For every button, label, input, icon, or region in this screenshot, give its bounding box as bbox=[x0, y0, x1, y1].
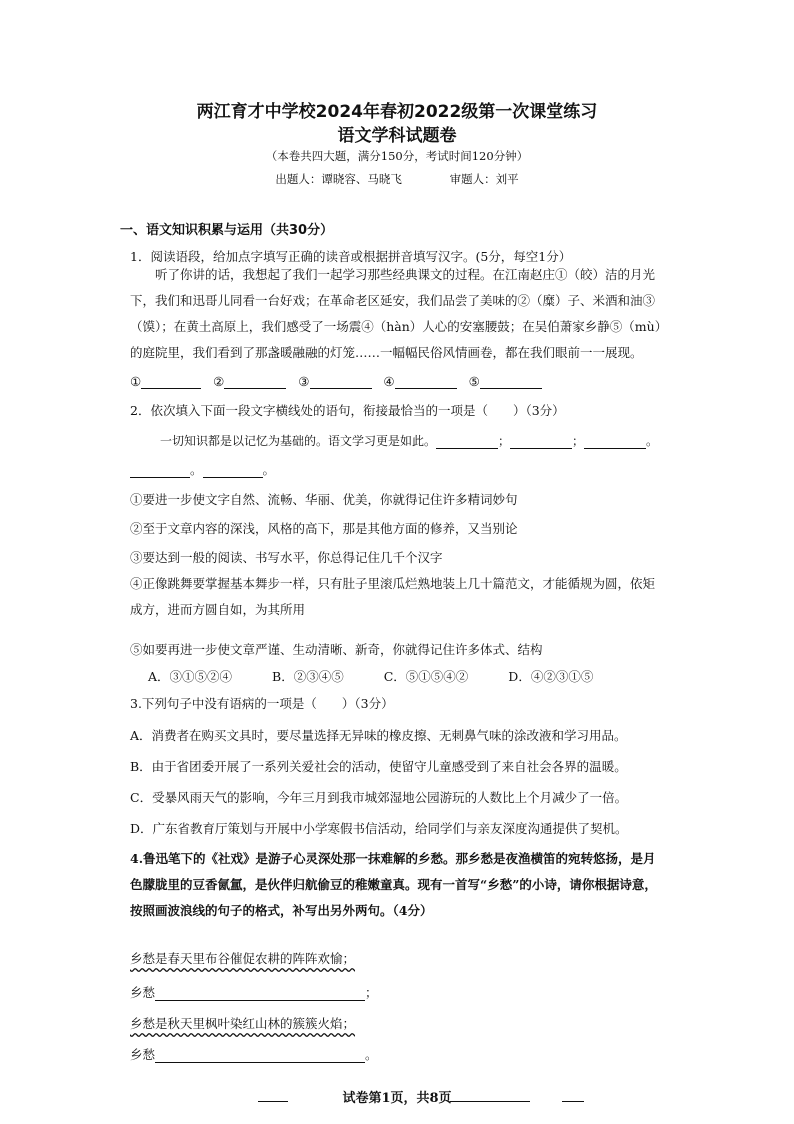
fill-blank[interactable] bbox=[130, 463, 190, 478]
page-number: 试卷第1页，共8页 bbox=[342, 1091, 452, 1106]
q2-item: ②至于文章内容的深浅，风格的高下，那是其他方面的修养，又当别论 bbox=[130, 521, 518, 536]
fill-blank[interactable] bbox=[584, 434, 646, 449]
q4-poem-line1: 乡愁是春天里布谷催促农耕的阵阵欢愉； bbox=[130, 951, 356, 966]
answer-blank[interactable] bbox=[155, 1048, 365, 1063]
fill-blank[interactable] bbox=[510, 434, 572, 449]
answer-blank[interactable] bbox=[480, 374, 542, 389]
footer-rule bbox=[562, 1101, 584, 1102]
q3-option-a[interactable]: A．消费者在购买文具时，要尽量选择无异味的橡皮擦、无刺鼻气味的涂改液和学习用品。 bbox=[130, 728, 627, 743]
q3-option-d[interactable]: D．广东省教育厅策划与开展中小学寒假书信活动，给同学们与亲友深度沟通提供了契机。 bbox=[130, 821, 628, 836]
q2-item: ④正像跳舞要掌握基本舞步一样，只有肚子里滚瓜烂熟地装上几十篇范文，才能循规为圆，依矩成方，进而方圆自如，为其所用 bbox=[130, 576, 656, 617]
q4-poem-line2: 乡愁是秋天里枫叶染红山林的簇簇火焰； bbox=[130, 1016, 356, 1031]
exam-title: 两江育才中学校2024年春初2022级第一次课堂练习 bbox=[196, 102, 598, 122]
footer-rule bbox=[450, 1101, 530, 1102]
option-d[interactable]: D．④②③①⑤ bbox=[508, 669, 594, 684]
q4-answer-line2: 乡愁 。 bbox=[130, 1047, 378, 1062]
setters: 出题人：谭晓容、马晓飞 bbox=[275, 172, 402, 186]
fill-blank[interactable] bbox=[203, 463, 263, 478]
q2-options bbox=[148, 667, 633, 685]
option-c[interactable]: C．⑤①⑤④② bbox=[383, 669, 469, 684]
fill-blank[interactable] bbox=[436, 434, 498, 449]
exam-subtitle: 语文学科试题卷 bbox=[337, 126, 457, 146]
q1-answer-blanks: ① ② ③ ④ ⑤ bbox=[130, 374, 542, 389]
q2-item: ①要进一步使文字自然、流畅、华丽、优美，你就得记住许多精词妙句 bbox=[130, 492, 518, 507]
q3-option-b[interactable]: B．由于省团委开展了一系列关爱社会的活动，使留守儿童感受到了来自社会各界的温暖。 bbox=[130, 759, 627, 774]
q2-lead: 一切知识都是以记忆为基础的。语文学习更是如此。 ； ； 。 bbox=[160, 434, 659, 448]
option-b[interactable]: B．②③④⑤ bbox=[272, 669, 344, 684]
q1-stem: 1．阅读语段，给加点字填写正确的读音或根据拼音填写汉字。(5分，每空1分） bbox=[130, 249, 572, 264]
q2-stem: 2．依次填入下面一段文字横线处的语句，衔接最恰当的一项是（ ）（3分） bbox=[130, 403, 565, 418]
answer-blank[interactable] bbox=[155, 986, 365, 1001]
answer-blank[interactable] bbox=[141, 374, 201, 389]
q4-answer-line1: 乡愁 ； bbox=[130, 985, 378, 1000]
option-a[interactable]: A．③①⑤②④ bbox=[148, 669, 233, 684]
authors-line bbox=[0, 171, 794, 187]
section-heading: 一、语文知识积累与运用（共30分） bbox=[120, 223, 334, 238]
answer-blank[interactable] bbox=[224, 374, 286, 389]
q3-stem: 3.下列句子中没有语病的一项是（ ）（3分） bbox=[130, 696, 394, 711]
answer-blank[interactable] bbox=[310, 374, 372, 389]
answer-blank[interactable] bbox=[395, 374, 457, 389]
q1-passage: 听了你讲的话，我想起了我们一起学习那些经典课文的过程。在江南赵庄①（皎）洁的月光下，我们和迅哥儿同看一台好戏；在革命老区延安，我们品尝了美味的②（糜）子、米酒和油③（馍）；在黄土高原上，我们感受了一场震④（hàn）人心的安塞腰鼓；在吴伯萧家乡静⑤（mù）的庭院里，我们看到了那盏暖融融的灯笼……一幅幅民俗风情画卷，都在我们眼前一一展现。 bbox=[130, 267, 661, 360]
reviewer: 审题人：刘平 bbox=[449, 172, 519, 186]
q3-option-c[interactable]: C．受暴风雨天气的影响，今年三月到我市城郊湿地公园游玩的人数比上个月减少了一倍。 bbox=[130, 790, 628, 805]
q4-stem: 4.鲁迅笔下的《社戏》是游子心灵深处那一抹难解的乡愁。那乡愁是夜渔横笛的宛转悠扬，是月色朦胧里的豆香氤氲，是伙伴归航偷豆的稚嫩童真。现有一首写“乡愁”的小诗，请你根据诗意，按照画波浪线的句子的格式，补写出另外两句。（4分） bbox=[130, 851, 657, 918]
q2-lead-cont: 。 。 bbox=[130, 460, 275, 478]
q2-item: ③要达到一般的阅读、书写水平，你总得记住几千个汉字 bbox=[130, 550, 443, 565]
q2-item: ⑤如要再进一步使文章严谨、生动清晰、新奇，你就得记住许多体式、结构 bbox=[130, 642, 543, 657]
exam-note: （本卷共四大题，满分150分，考试时间120分钟） bbox=[265, 149, 529, 163]
footer-rule bbox=[258, 1101, 288, 1102]
